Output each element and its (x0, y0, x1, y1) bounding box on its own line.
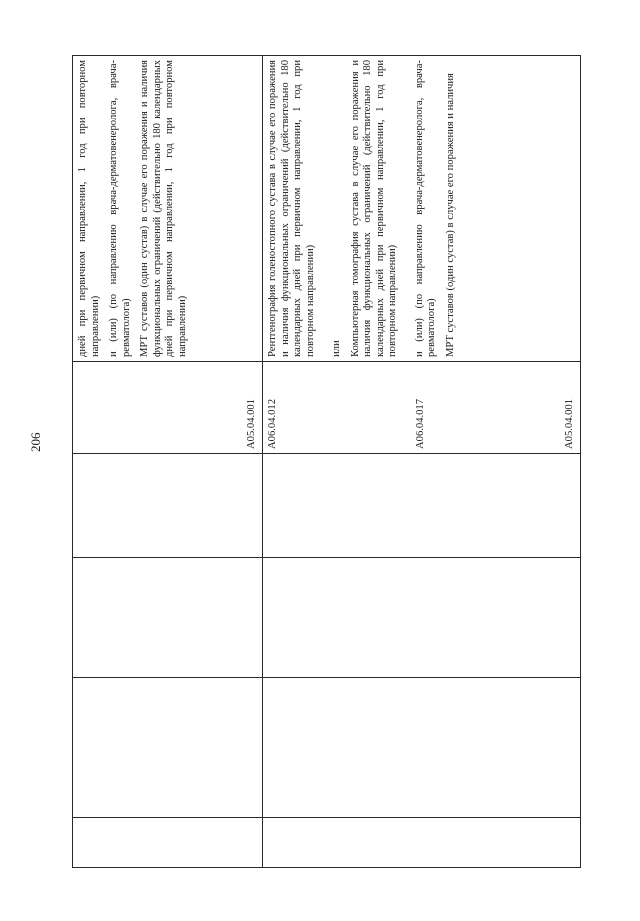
description-paragraph: или (331, 340, 342, 357)
description-paragraph: Рентгенография голеностопного сустава в случае его поражения и наличия функциональных ограничений (действительно 180 календарных дней при первичном направлении, 1 год при повторном направлении) (267, 60, 316, 357)
cell-empty (73, 818, 263, 868)
service-code-cell (263, 362, 581, 454)
description-paragraph: и (или) (по направлению врача-дерматовенеролога, врача-ревматолога) (108, 60, 132, 357)
requirements-table (72, 55, 581, 868)
service-code: A05.04.001 (245, 398, 257, 449)
cell-empty (263, 818, 581, 868)
cell-empty (73, 454, 263, 558)
table-row (263, 56, 581, 868)
description-paragraph: МРТ суставов (один сустав) в случае его поражения и наличия функциональных ограничений (действительно 180 календарных дней при первичном направлении, 1 год при повторном направлении) (139, 60, 188, 357)
cell-empty (73, 558, 263, 678)
page-number: 206 (28, 432, 43, 452)
service-code-cell (73, 362, 263, 454)
service-description-cell (73, 56, 263, 362)
description-paragraph: дней при первичном направлении, 1 год при повторном направлении) (77, 60, 101, 357)
rotated-table-wrapper (72, 56, 580, 868)
description-paragraph: и (или) (по направлению врача-дерматовенеролога, врача-ревматолога) (413, 60, 437, 357)
cell-empty (263, 678, 581, 818)
service-description-cell (263, 56, 581, 362)
cell-empty (263, 454, 581, 558)
cell-empty (263, 558, 581, 678)
cell-empty (73, 678, 263, 818)
service-code: A06.04.012 (267, 398, 278, 449)
description-paragraph: МРТ суставов (один сустав) в случае его поражения и наличия (444, 73, 456, 357)
description-paragraph: Компьютерная томография сустава в случае его поражения и наличия функциональных ограничений (действительно 180 календарных дней при первичном направлении, 1 год при повторном направлении) (349, 60, 398, 357)
service-code: A05.04.001 (563, 398, 575, 449)
table-row (73, 56, 263, 868)
service-code: A06.04.017 (415, 398, 427, 449)
